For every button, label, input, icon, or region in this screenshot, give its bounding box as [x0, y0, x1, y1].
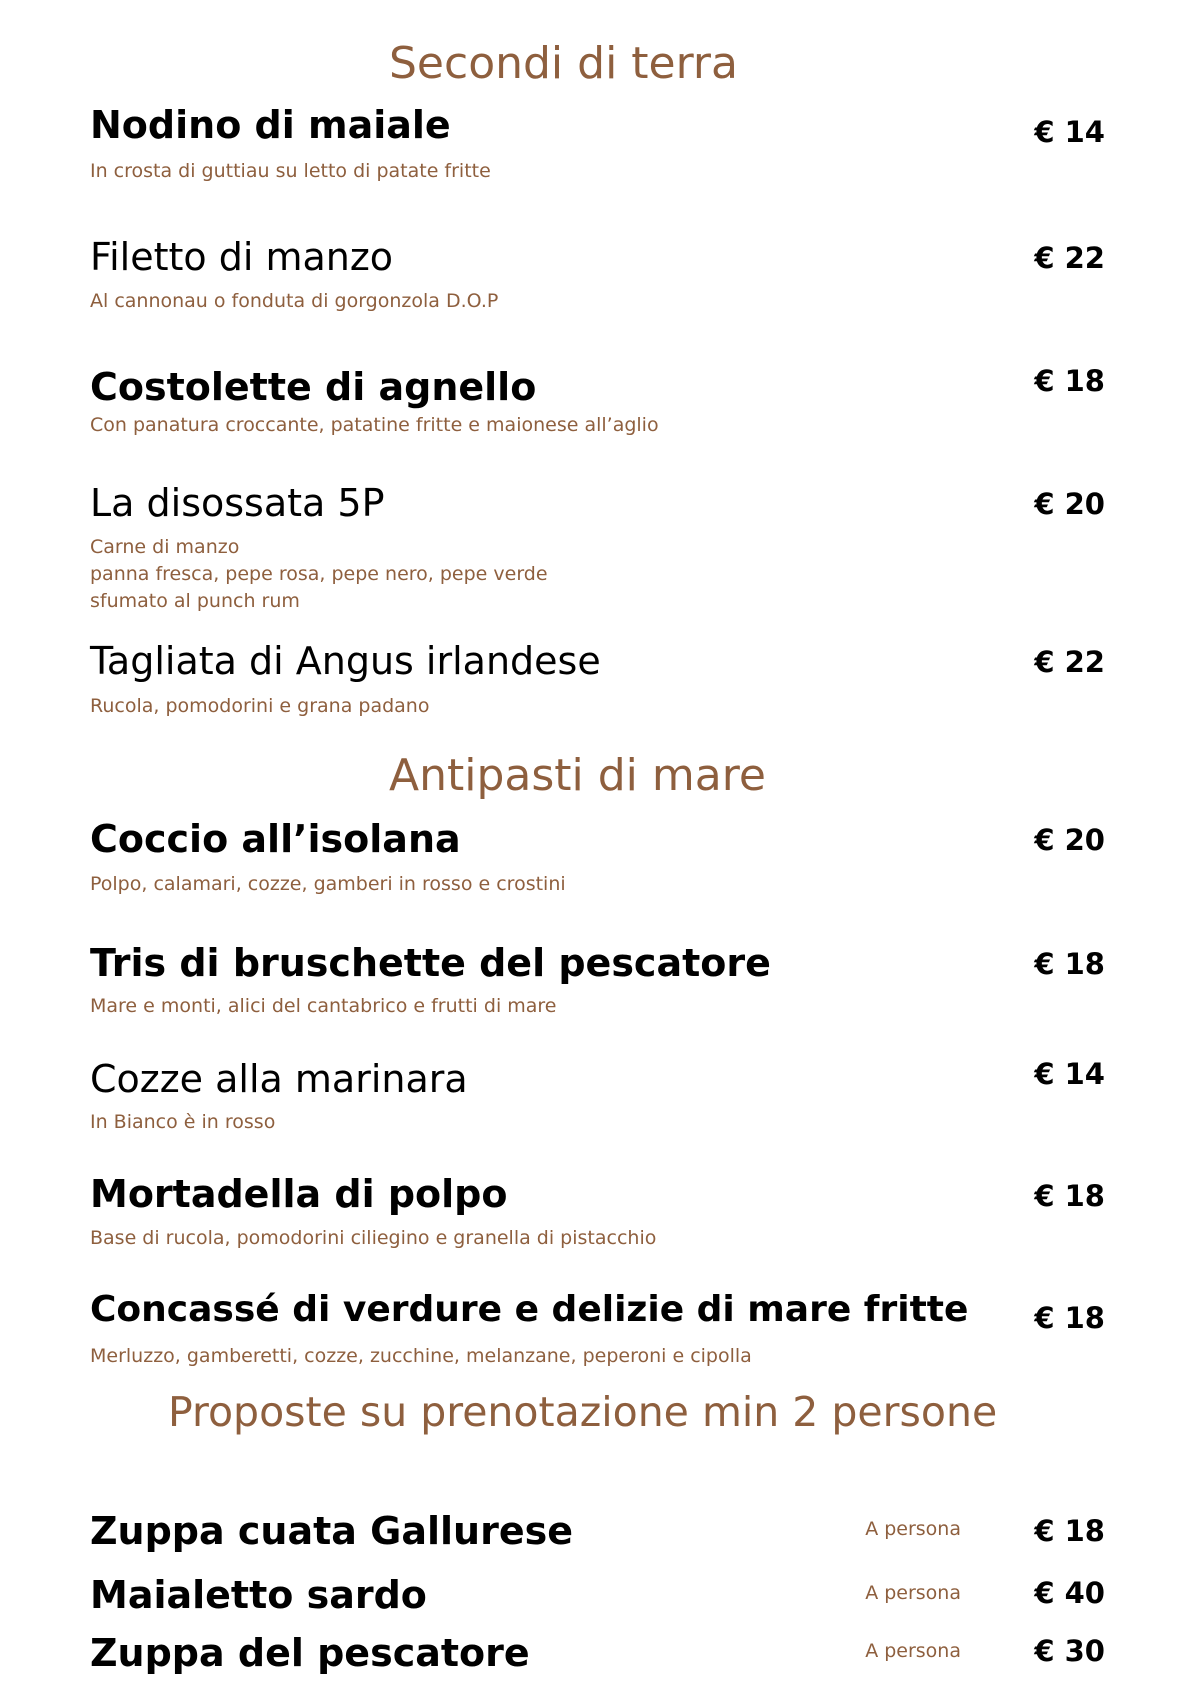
menu-item-price: € 22: [1034, 645, 1105, 679]
menu-item-description: sfumato al punch rum: [90, 590, 300, 612]
menu-item-price: € 30: [1034, 1634, 1105, 1668]
menu-item-description: Rucola, pomodorini e grana padano: [90, 695, 430, 717]
menu-item-price: € 20: [1034, 487, 1105, 521]
menu-item-name: Nodino di maiale: [90, 103, 451, 147]
menu-item-price: € 18: [1034, 1301, 1105, 1335]
per-person-label: A persona: [865, 1518, 961, 1540]
per-person-label: A persona: [865, 1582, 961, 1604]
menu-item-name: Tagliata di Angus irlandese: [90, 639, 601, 683]
menu-item-name: Concassé di verdure e delizie di mare fritte: [90, 1289, 969, 1330]
menu-item-description: Carne di manzo: [90, 536, 240, 558]
menu-item-price: € 14: [1034, 115, 1105, 149]
menu-item-description: Base di rucola, pomodorini ciliegino e granella di pistacchio: [90, 1227, 657, 1249]
menu-item-description: In Bianco è in rosso: [90, 1111, 276, 1133]
menu-item-name: Maialetto sardo: [90, 1573, 427, 1617]
menu-item-price: € 18: [1034, 364, 1105, 398]
menu-item-name: Zuppa del pescatore: [90, 1631, 530, 1675]
menu-item-price: € 18: [1034, 1179, 1105, 1213]
menu-item-name: Cozze alla marinara: [90, 1057, 468, 1101]
menu-item-price: € 18: [1034, 1514, 1105, 1548]
menu-item-description: In crosta di guttiau su letto di patate fritte: [90, 160, 491, 182]
menu-item-price: € 14: [1034, 1057, 1105, 1091]
menu-item-description: Polpo, calamari, cozze, gamberi in rosso e crostini: [90, 873, 566, 895]
per-person-label: A persona: [865, 1640, 961, 1662]
menu-item-name: Filetto di manzo: [90, 235, 394, 279]
menu-item-name: Mortadella di polpo: [90, 1172, 508, 1216]
menu-item-description: Mare e monti, alici del cantabrico e frutti di mare: [90, 995, 557, 1017]
menu-item-name: Coccio all’isolana: [90, 817, 461, 861]
menu-item-description: Con panatura croccante, patatine fritte e maionese all’aglio: [90, 414, 659, 436]
menu-item-description: panna fresca, pepe rosa, pepe nero, pepe verde: [90, 563, 548, 585]
menu-item-description: Al cannonau o fonduta di gorgonzola D.O.P: [90, 290, 499, 312]
menu-item-name: Zuppa cuata Gallurese: [90, 1509, 573, 1553]
menu-item-name: La disossata 5P: [90, 481, 385, 525]
menu-item-price: € 20: [1034, 823, 1105, 857]
section-title-secondi-di-terra: Secondi di terra: [389, 38, 738, 89]
menu-item-description: Merluzzo, gamberetti, cozze, zucchine, melanzane, peperoni e cipolla: [90, 1345, 752, 1367]
menu-item-price: € 18: [1034, 947, 1105, 981]
menu-item-price: € 22: [1034, 241, 1105, 275]
menu-item-name: Costolette di agnello: [90, 365, 537, 409]
menu-item-price: € 40: [1034, 1576, 1105, 1610]
section-title-proposte-su-prenotazione: Proposte su prenotazione min 2 persone: [168, 1388, 998, 1436]
menu-item-name: Tris di bruschette del pescatore: [90, 941, 771, 985]
section-title-antipasti-di-mare: Antipasti di mare: [389, 750, 766, 801]
